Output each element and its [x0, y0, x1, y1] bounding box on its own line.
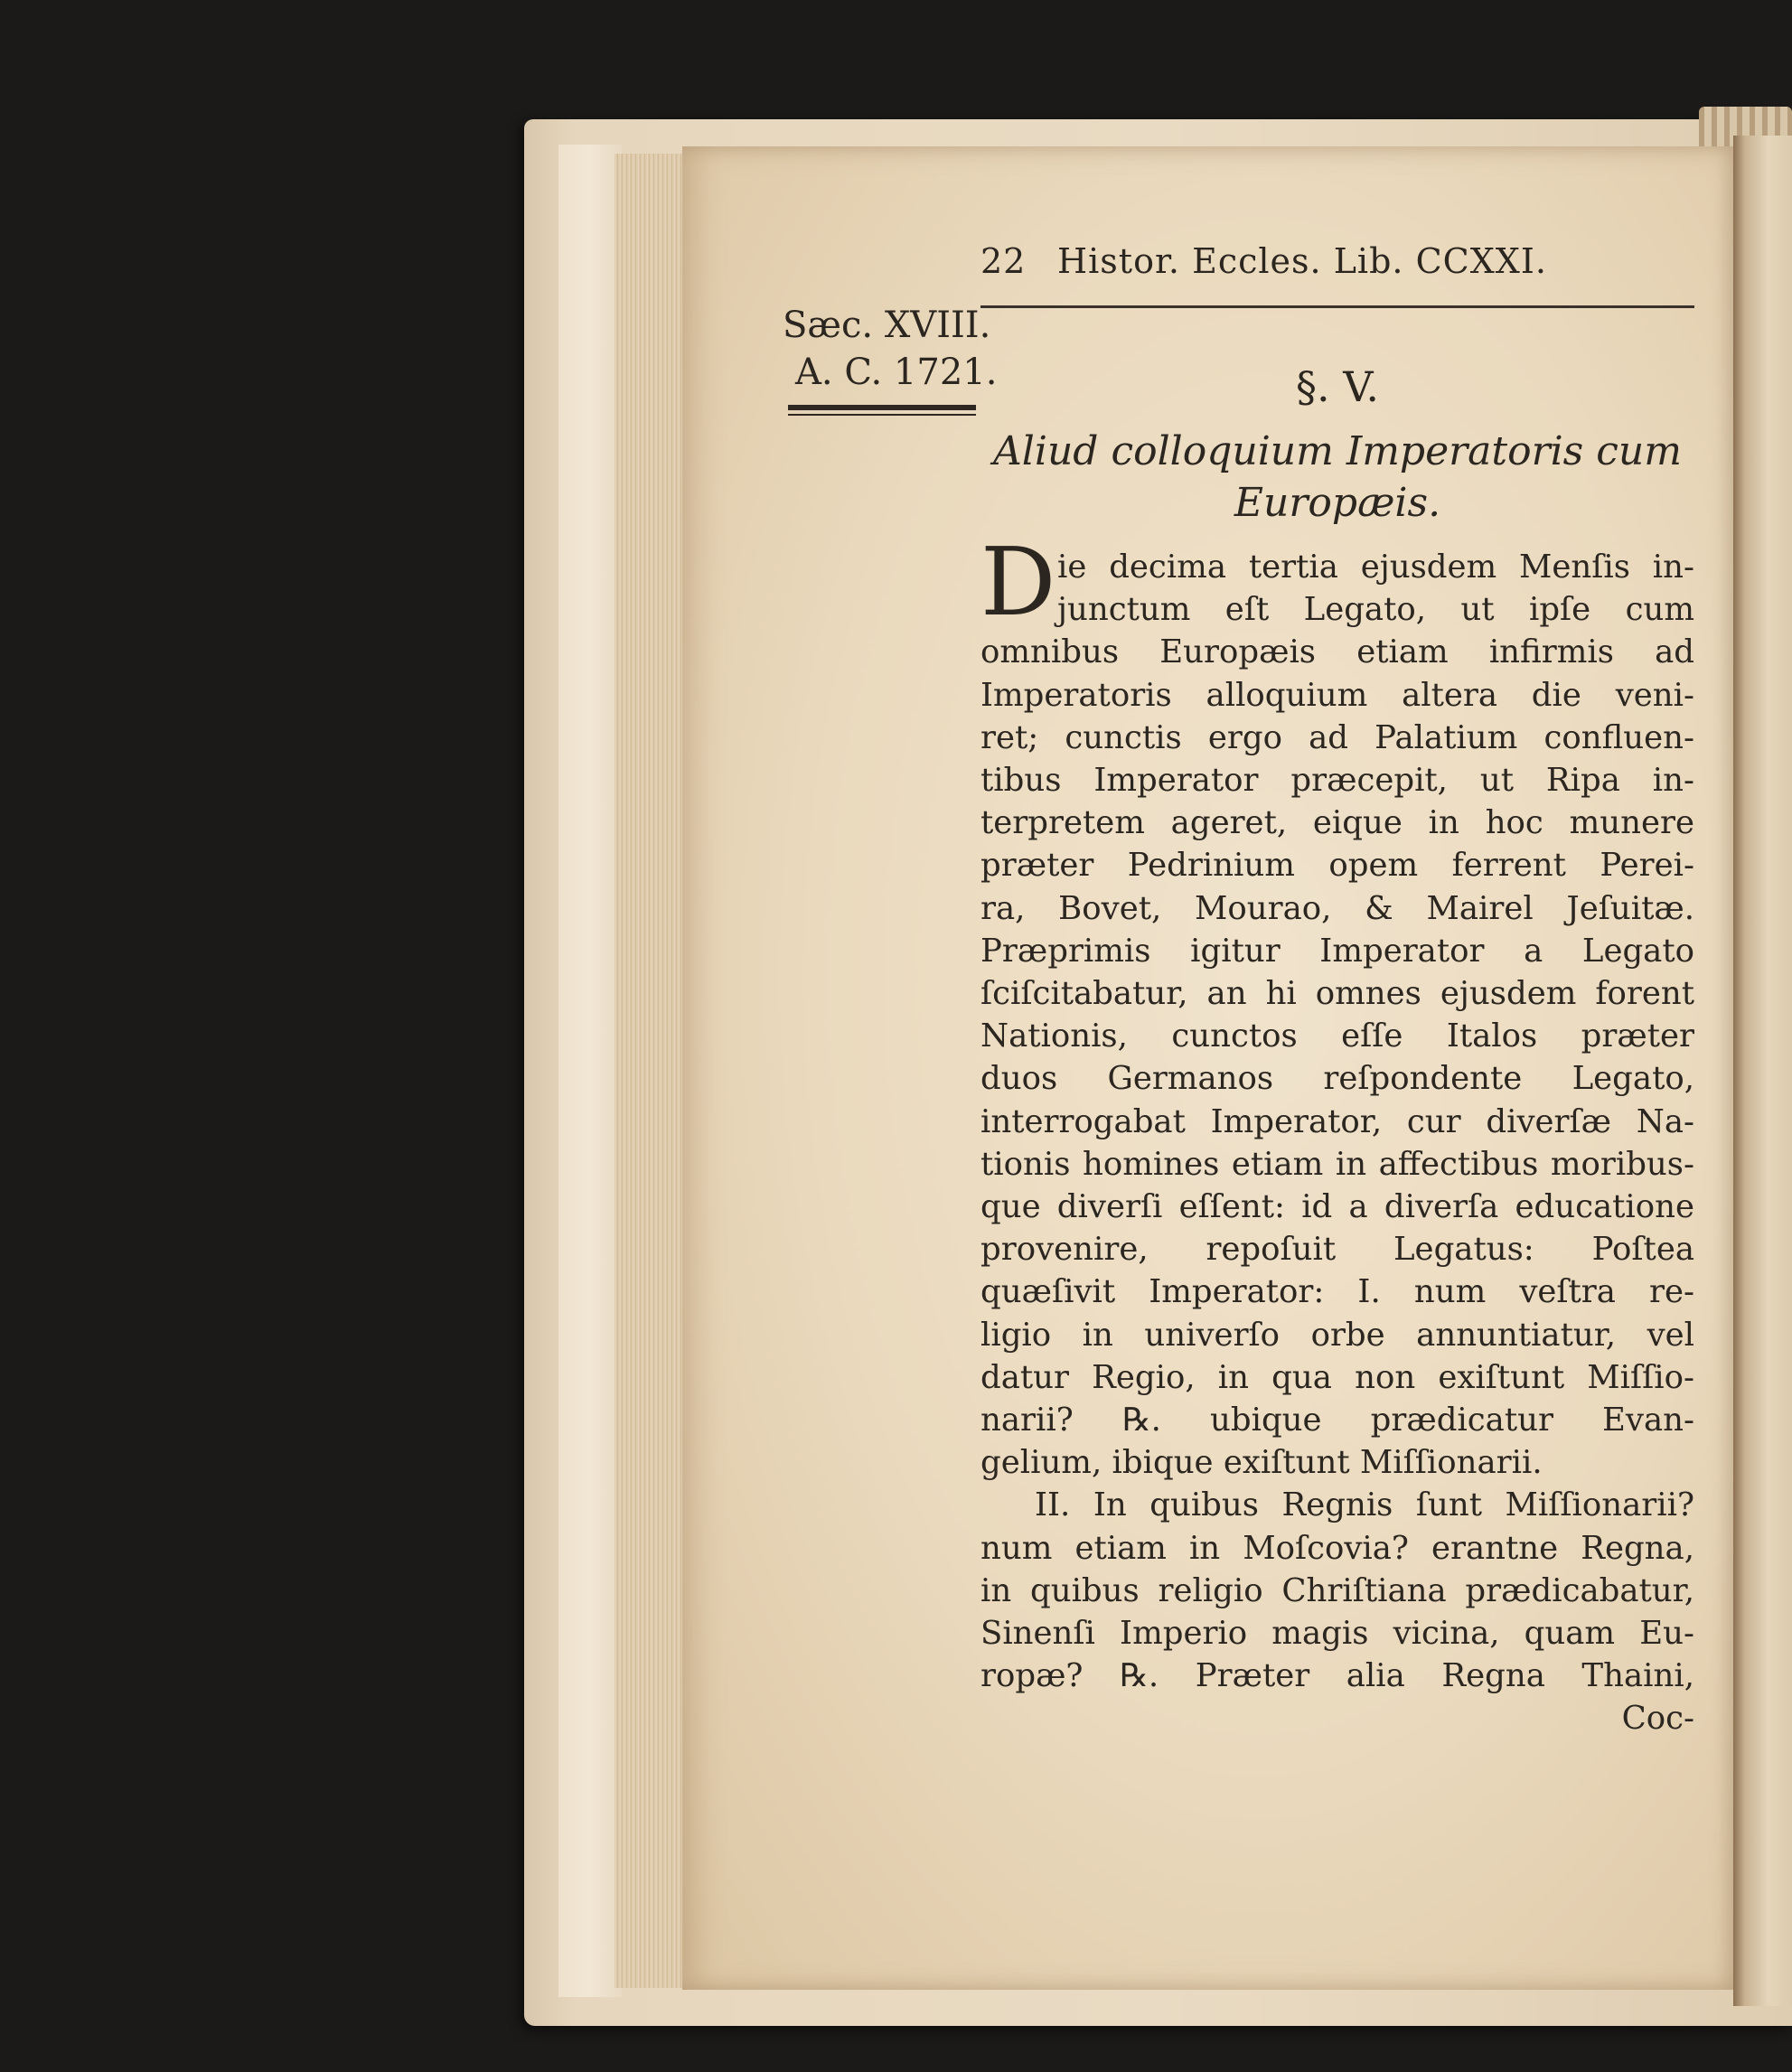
- section-heading-line-2: Europæis.: [1234, 480, 1441, 526]
- running-head-rule: [980, 305, 1694, 308]
- body-line: Sinenſi Imperio magis vicina, quam Eu-: [980, 1615, 1694, 1652]
- body-line: datur Regio, in qua non exiſtunt Miſſio-: [980, 1358, 1694, 1396]
- body-line: tibus Imperator præcepit, ut Ripa in-: [980, 762, 1694, 799]
- body-line: ie decima tertia ejusdem Menſis in-: [1057, 548, 1694, 586]
- body-line: Imperatoris alloquium altera die veni-: [980, 676, 1694, 714]
- body-line: præter Pedrinium opem ferrent Perei-: [980, 847, 1694, 885]
- body-line: narii? ℞. ubique prædicatur Evan-: [980, 1402, 1694, 1439]
- page-leaves-edge: [615, 154, 687, 1988]
- body-line: Præprimis igitur Imperator a Legato: [980, 932, 1694, 970]
- drop-cap: D: [980, 527, 1056, 637]
- body-line: tionis homines etiam in affectibus moribus-: [980, 1145, 1694, 1183]
- body-line: terpretem ageret, eique in hoc munere: [980, 804, 1694, 842]
- margin-rule-thick: [788, 405, 976, 410]
- book-block-edge: [558, 145, 622, 1997]
- body-line: ropæ? ℞. Præter alia Regna Thaini,: [980, 1657, 1694, 1695]
- body-line: quæſivit Imperator: I. num veſtra re-: [980, 1273, 1694, 1311]
- body-line: duos Germanos reſpondente Legato,: [980, 1060, 1694, 1098]
- section-heading-line-1: Aliud colloquium Imperatoris cum: [993, 428, 1682, 474]
- margin-note-century: Sæc. XVIII.: [783, 305, 991, 346]
- body-line: Nationis, cunctos eſſe Italos præter: [980, 1017, 1694, 1055]
- body-line: que diverſi eſſent: id a diverſa educatione: [980, 1188, 1694, 1225]
- body-line: num etiam in Moſcovia? erantne Regna,: [980, 1529, 1694, 1567]
- body-line: ligio in univerſo orbe annuntiatur, vel: [980, 1316, 1694, 1354]
- body-line: gelium, ibique exiſtunt Miſſionarii.: [980, 1444, 1543, 1482]
- margin-rule-thin: [788, 414, 976, 416]
- body-line: ra, Bovet, Mourao, & Mairel Jeſuitæ.: [980, 889, 1694, 927]
- body-line: junctum eſt Legato, ut ipſe cum: [1057, 591, 1694, 629]
- body-line: interrogabat Imperator, cur diverſæ Na-: [980, 1102, 1694, 1140]
- margin-note-year: A. C. 1721.: [795, 352, 998, 393]
- body-line: ret; cunctis ergo ad Palatium confluen-: [980, 718, 1694, 756]
- body-line: omnibus Europæis etiam infirmis ad: [980, 633, 1694, 671]
- page-number: 22: [980, 241, 1027, 281]
- facing-page-edge: [1733, 136, 1792, 2006]
- running-head-title: Histor. Eccles. Lib. CCXXI.: [1057, 241, 1547, 281]
- body-line: II. In quibus Regnis ſunt Miſſionarii?: [1035, 1486, 1694, 1524]
- body-line: in quibus religio Chriſtiana prædicabatur,: [980, 1571, 1694, 1609]
- body-line: provenire, repoſuit Legatus: Poſtea: [980, 1231, 1694, 1269]
- section-mark: §. V.: [1295, 362, 1380, 411]
- catchword: Coc-: [1621, 1700, 1694, 1738]
- body-line: ſciſcitabatur, an hi omnes ejusdem forent: [980, 975, 1694, 1012]
- running-head: [980, 241, 1694, 281]
